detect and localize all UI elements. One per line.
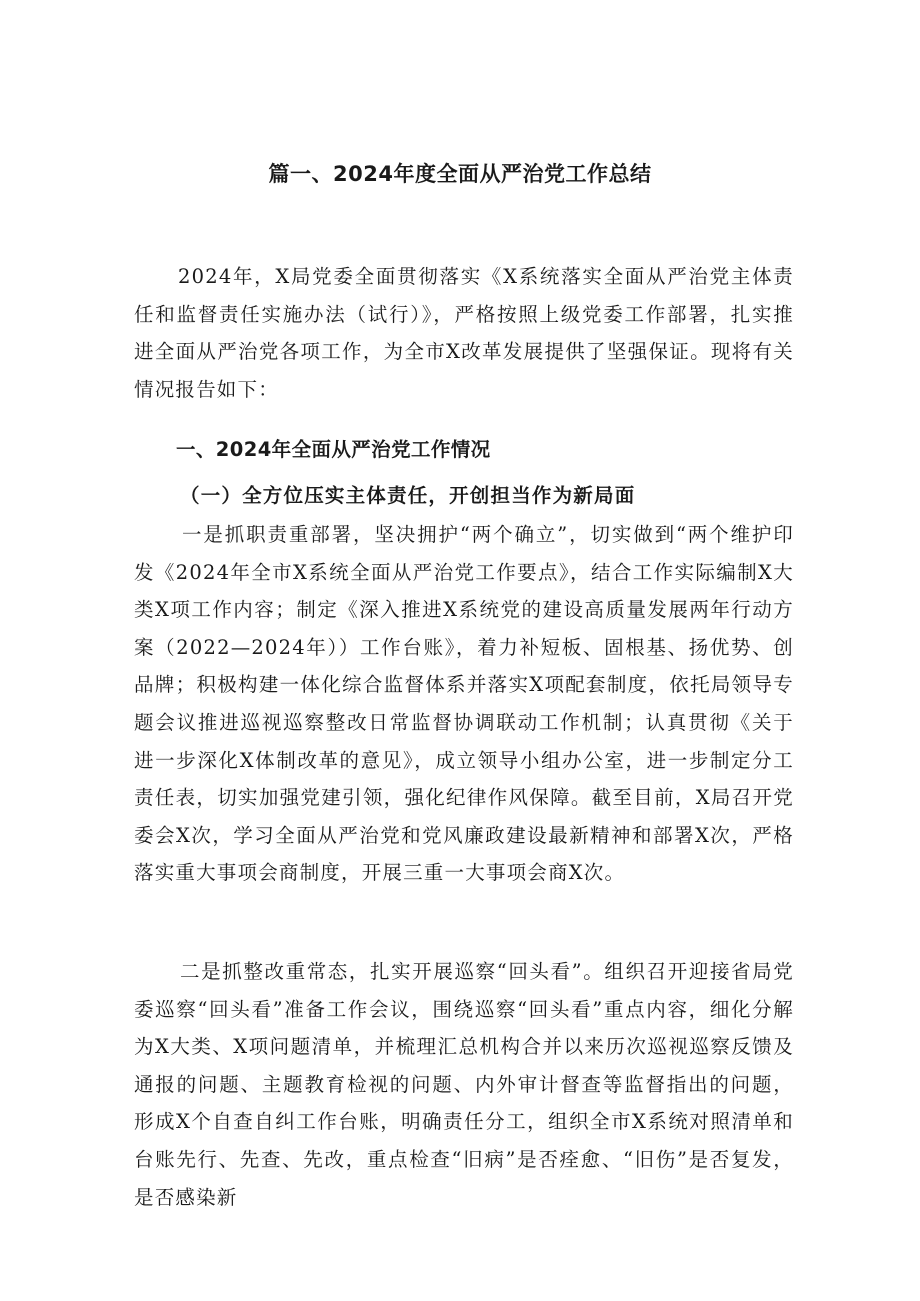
section-heading: 一、2024年全面从严治党工作情况 [176,438,491,461]
paragraph-responsibilities: 一是抓职责重部署，坚决拥护“两个确立”，切实做到“两个维护印发《2024年全市X系统全面从严治党工作要点》，结合工作实际编制X大类X项工作内容；制定《深入推进X系统党的建设高质量发展两年行动方案（2022—2024年））工作台账》，着力补短板、固根基、扬优势、创品牌；积极构建一体化综合监督体系并落实X项配套制度，依托局领导专题会议推进巡视巡察整改日常监督协调联动工作机制；认真贯彻《关于进一步深化X体制改革的意见》，成立领导小组办公室，进一步制定分工责任表，切实加强党建引领，强化纪律作风保障。截至目前，X局召开党委会X次，学习全面从严治党和党风廉政建设最新精神和部署X次，严格落实重大事项会商制度，开展三重一大事项会商X次。 [134,523,794,885]
document-title: 篇一、2024年度全面从严治党工作总结 [268,162,652,186]
subsection-heading: （一）全方位压实主体责任，开创担当作为新局面 [180,484,636,507]
intro-paragraph: 2024年，X局党委全面贯彻落实《X系统落实全面从严治党主体责任和监督责任实施办法（试行）》，严格按照上级党委工作部署，扎实推进全面从严治党各项工作，为全市X改革发展提供了坚强保证。现将有关情况报告如下： [134,265,794,401]
paragraph-rectification: 二是抓整改重常态，扎实开展巡察“回头看”。组织召开迎接省局党委巡察“回头看”准备工作会议，围绕巡察“回头看”重点内容，细化分解为X大类、X项问题清单，并梳理汇总机构合并以来历次巡视巡察反馈及通报的问题、主题教育检视的问题、内外审计督查等监督指出的问题，形成X个自查自纠工作台账，明确责任分工，组织全市X系统对照清单和台账先行、先查、先改，重点检查“旧病”是否痊愈、“旧伤”是否复发，是否感染新 [134,960,794,1209]
